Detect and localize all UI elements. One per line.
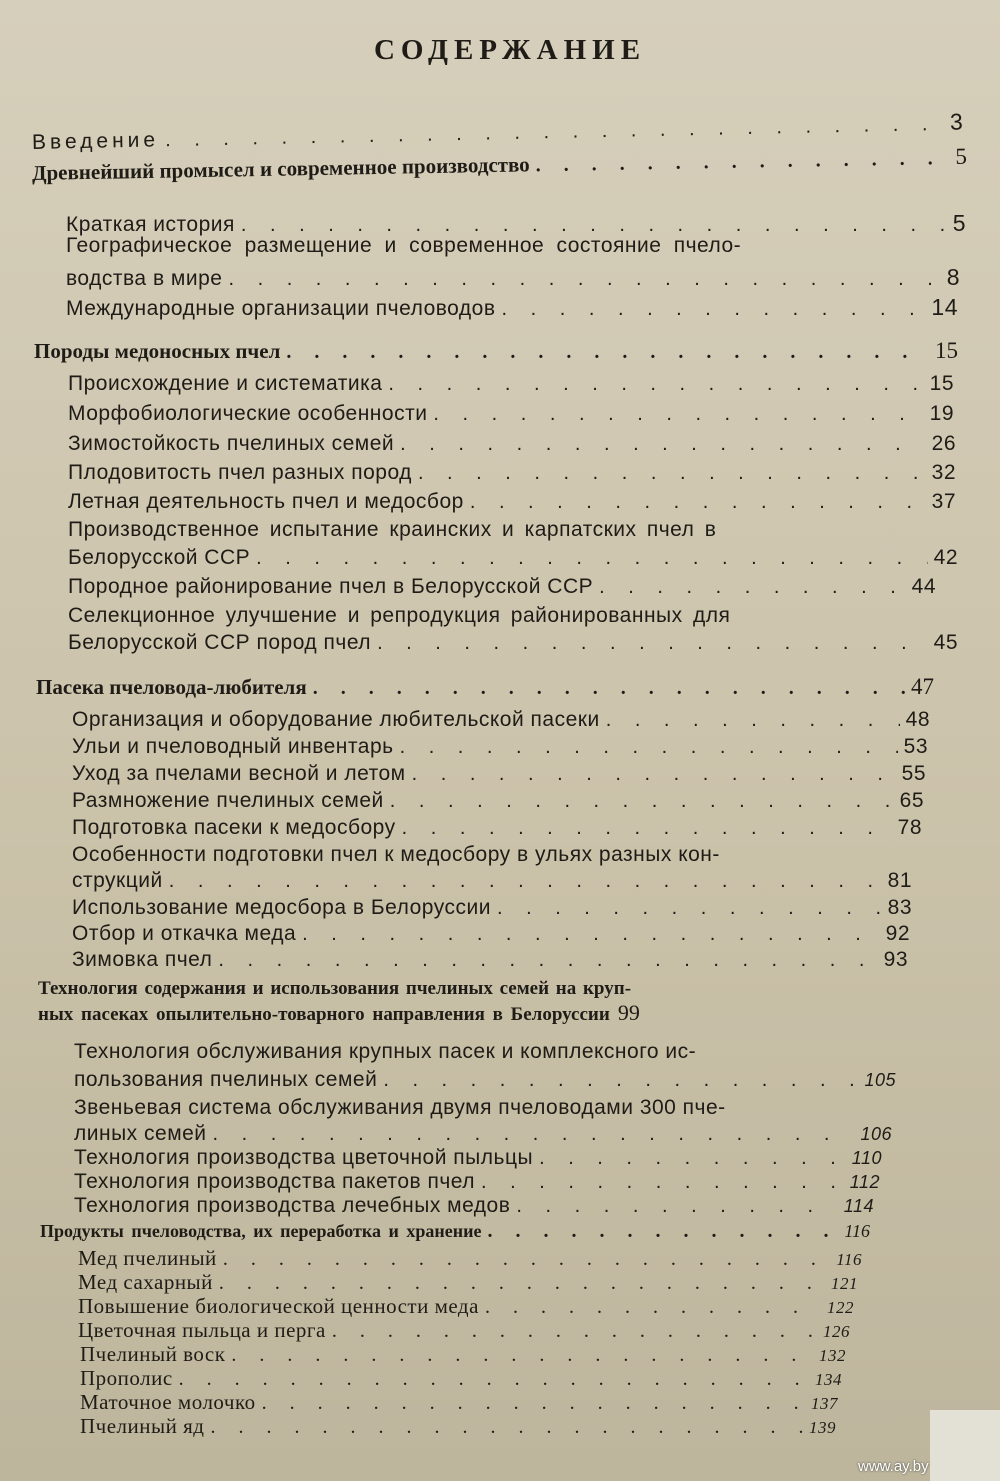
toc-page-number: 83 [887,896,912,919]
leader-dots [302,923,880,946]
toc-page-number: 53 [903,735,928,758]
toc-entry-text: Введение [31,128,160,154]
toc-entry [72,816,922,840]
leader-dots [470,491,926,514]
toc-entry [68,546,958,570]
leader-dots [400,433,925,456]
toc-section-text: Пасека пчеловода-любителя [36,675,307,699]
toc-page-number: 132 [819,1346,846,1365]
toc-entry [78,1270,858,1295]
leader-dots [535,147,949,177]
toc-page-number: 26 [931,432,956,455]
toc-entry-text: Мед сахарный [78,1270,213,1294]
toc-page-number: 116 [844,1221,870,1241]
leader-dots [481,1171,844,1194]
toc-section-4-line-1: Технология содержания и использования пчелиных семей на круп- [38,978,632,999]
leader-dots [485,1296,821,1319]
toc-page-number: 5 [952,210,966,236]
leader-dots [231,1344,813,1367]
leader-dots [169,870,882,893]
toc-entry [68,461,956,485]
toc-entry-line-1: Географическое размещение и современное состояние пчело- [66,234,742,257]
toc-page-number: 37 [931,490,956,513]
toc-page-number: 114 [843,1196,874,1216]
leader-dots [218,949,877,972]
toc-entry-text: Использование медосбора в Белоруссии [72,896,491,919]
toc-entry-text: Ульи и пчеловодный инвентарь [72,735,394,758]
toc-entry [68,372,954,396]
toc-entry [72,789,924,813]
toc-entry-line-1: Производственное испытание краинских и карпатских пчел в [68,518,717,541]
toc-entry [74,1170,880,1194]
leader-dots [286,341,929,364]
toc-entry-line-1: Технология обслуживания крупных пасек и комплексного ис- [74,1040,697,1063]
toc-page-number: 44 [911,575,936,598]
watermark: www.ay.by [858,1458,929,1475]
toc-entry [68,402,954,426]
leader-dots [502,298,926,321]
leader-dots [210,1416,803,1439]
toc-entry-text: Подготовка пасеки к медосбору [72,816,396,839]
toc-entry [68,490,956,514]
toc-entry [80,1414,836,1439]
leader-dots [262,1392,805,1415]
toc-entry [68,575,936,599]
toc-page-number: 15 [935,338,958,363]
toc-page-number: 137 [811,1394,838,1413]
toc-entry [72,762,926,786]
leader-dots [228,268,940,291]
toc-entry [68,432,956,456]
toc-entry [80,1390,838,1415]
toc-entry [72,869,912,893]
toc-page-number: 45 [933,631,958,654]
toc-section-text: Породы медоносных пчел [34,339,281,363]
leader-dots [418,462,926,485]
toc-section-text: Древнейший промысел и современное производство [31,152,530,185]
toc-entry [74,1122,892,1146]
toc-entry [80,1366,842,1391]
toc-entry [68,631,958,655]
toc-page-number: 55 [901,762,926,785]
toc-entry-text: Плодовитость пчел разных пород [68,461,412,484]
toc-section-text: Продукты пчеловодства, их переработка и хранение [40,1221,482,1241]
toc-page-number: 32 [931,461,956,484]
toc-page-number: 112 [849,1172,880,1192]
toc-entry-text: Повышение биологической ценности меда [78,1294,479,1318]
toc-entry-text: Морфобиологические особенности [68,402,428,425]
leader-dots [179,1368,809,1391]
toc-page-number: 15 [929,372,954,395]
toc-section-2 [34,338,958,364]
toc-entry [78,1318,850,1343]
toc-page-number: 99 [617,1000,640,1025]
leader-dots [539,1147,846,1170]
leader-dots [223,1248,830,1271]
toc-page-number: 134 [815,1370,842,1389]
leader-dots [497,897,882,920]
toc-page-number: 47 [911,674,934,699]
leader-dots [256,547,927,570]
toc-page-number: 122 [827,1298,854,1317]
leader-dots [313,677,905,700]
toc-entry [72,708,930,732]
toc-entry [66,210,966,237]
toc-entry [74,1194,874,1218]
toc-entry-text: Белорусской ССР пород пчел [68,631,372,654]
toc-entry-text: Технология производства пакетов пчел [74,1170,476,1193]
toc-page-number: 81 [887,869,912,892]
toc-entry-text: Отбор и откачка меда [72,922,297,945]
toc-page-number: 121 [831,1274,858,1293]
toc-entry [66,294,958,321]
leader-dots [383,1069,858,1092]
toc-entry [78,1294,854,1319]
toc-entry-text: Прополис [80,1366,173,1390]
leader-dots [390,790,894,813]
paper-corner [930,1410,1000,1481]
toc-page-number: 93 [883,948,908,971]
toc-entry-text: водства в мире [66,267,223,290]
leader-dots [516,1195,837,1218]
toc-page-number: 42 [933,546,958,569]
toc-entry-text: Международные организации пчеловодов [66,297,496,320]
toc-section-3 [36,674,934,700]
toc-entry-line-1: Селекционное улучшение и репродукция районированных для [68,604,731,627]
toc-page-number: 8 [946,264,960,290]
toc-entry [78,1246,862,1271]
toc-entry-text: Пчелиный воск [80,1342,226,1366]
page-title: СОДЕРЖАНИЕ [373,34,647,66]
leader-dots [402,817,892,840]
toc-entry-text: струкций [72,869,163,892]
toc-entry-text: Породное районирование пчел в Белорусской ССР [68,575,594,598]
toc-page-number: 110 [851,1148,882,1168]
leader-dots [599,576,906,599]
leader-dots [606,709,900,732]
leader-dots [377,632,928,655]
toc-entry-text: Летная деятельность пчел и медосбор [68,490,464,513]
toc-entry [74,1068,896,1092]
leader-dots [400,736,898,759]
toc-page-number: 126 [823,1322,850,1341]
leader-dots [213,1123,855,1146]
toc-page-number: 92 [885,922,910,945]
toc-page-number: 116 [836,1250,862,1269]
toc-entry-text: Технология производства лечебных медов [74,1194,511,1217]
toc-entry [72,735,928,759]
leader-dots [412,763,896,786]
toc-page-number: 5 [955,143,968,169]
toc-entry-text: пользования пчелиных семей [74,1068,378,1091]
leader-dots [219,1272,825,1295]
toc-entry-text: Маточное молочко [80,1390,256,1414]
toc-entry [66,264,960,291]
toc-section-text: ных пасеках опылительно-товарного направления в Белоруссии [38,1004,610,1025]
toc-entry-text: Технология производства цветочной пыльцы [74,1146,534,1169]
toc-entry [72,948,908,972]
leader-dots [332,1320,817,1343]
toc-entry-text: Белорусской ССР [68,546,251,569]
toc-entry-text: Организация и оборудование любительской пасеки [72,708,600,731]
toc-page-number: 139 [809,1418,836,1437]
toc-entry [74,1146,882,1170]
toc-entry-line-1: Особенности подготовки пчел к медосбору в ульях разных кон- [72,843,720,866]
toc-entry-line-1: Звеньевая система обслуживания двумя пчеловодами 300 пче- [74,1096,726,1119]
toc-page-number: 106 [860,1124,892,1144]
toc-entry [80,1342,846,1367]
toc-entry-text: Уход за пчелами весной и летом [72,762,406,785]
leader-dots [487,1220,838,1243]
leader-dots [388,373,923,396]
toc-entry-text: Пчелиный яд [80,1414,205,1438]
leader-dots [433,403,923,426]
toc-page-number: 14 [931,294,958,320]
toc-section-5 [40,1220,870,1243]
toc-entry [72,896,912,920]
toc-entry-text: Зимовка пчел [72,948,213,971]
toc-page-number: 19 [929,402,954,425]
toc-entry-text: Цветочная пыльца и перга [78,1318,326,1342]
toc-page-number: 3 [949,108,968,135]
toc-page-number: 78 [897,816,922,839]
toc-entry-text: Происхождение и систематика [68,372,383,395]
toc-entry-text: Краткая история [66,213,235,236]
toc-entry [72,922,910,946]
toc-entry-text: Размножение пчелиных семей [72,789,384,812]
toc-page-number: 48 [905,708,930,731]
toc-page-number: 65 [899,789,924,812]
toc-page-number: 105 [864,1070,896,1090]
toc-entry-text: линых семей [74,1122,207,1145]
toc-entry-text: Мед пчелиный [78,1246,217,1270]
toc-section-4 [38,1000,900,1026]
toc-entry-text: Зимостойкость пчелиных семей [68,432,395,455]
